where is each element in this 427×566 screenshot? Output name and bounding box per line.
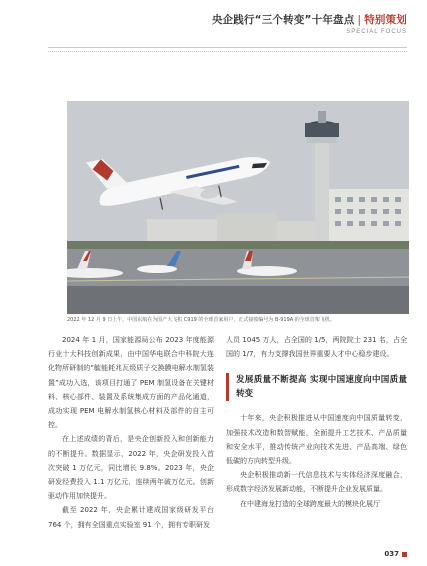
page-number [384,550,407,558]
airport-photo [67,101,409,314]
paragraph: 央企积极推动新一代信息技术与实体经济深度融合，形成数字经济发展新动能，不断提升企业发展质量。 [226,471,407,494]
section-heading: 发展质量不断提高 实现中国速度向中国质量转变 [226,373,407,401]
paragraph: 截至 2022 年，央企累计建成国家级研发平台 764 个，拥有全国重点实验室 91 个，拥有专职研发 [48,506,214,529]
page-header [0,0,427,50]
header-title-block [212,12,407,35]
header-separator: | [357,14,362,26]
header-dotted-rule [48,51,407,52]
photo-caption: 2022 年 12 月 9 日上午，中国东航在为国产大飞机 C919 的全球首家用户，正式接收编号为 B-919A 的全球首架飞机。 [67,317,335,323]
airport-illustration [67,101,409,314]
page-number-text: 037 [384,550,399,558]
paragraph: 十年来，央企积极推进从中国速度向中国质量转变，加强技术改造和数智赋能，全面提升工艺技术、产品质量和安全水平，推动传统产业向技术先进、产品高端、绿色低碳的方向转型升级。 [226,414,407,466]
paragraph: 2024 年 1 月，国家能源局公布 2023 年度能源行业十大科技创新成果，由中国华电联合中科院大连化物所研制的“毓能耗兆瓦级质子交换膜电解水制氢装置”成功入选，该项目打通了 PEM 制氢设备在关键材料、核心部件、装置及系统集成方面的产品化通道，成功实现 PEM 电解水制氢核心材料及部件的自主可控。 [48,336,214,430]
section-label: 特别策划 [364,14,407,26]
right-text-column [226,333,407,511]
magazine-column-title: 央企践行“三个转变”十年盘点 [211,14,355,26]
header-rule [48,47,407,48]
paragraph: 在上述成绩的背后，是央企创新投入和创新能力的不断提升。数据显示，2022 年，央企研发投入首次突破 1 万亿元，同比增长 9.8%。2023 年，央企研发经费投入 1.1 万亿元，连续两年破万亿元。创新驱动作用加快提升。 [48,435,214,501]
left-text-column [48,333,214,532]
section-subtitle: SPECIAL FOCUS [346,29,407,35]
paragraph: 在中建海龙打造的全球跨度最大的模块化展厅 [240,499,380,508]
page-marker-square [402,552,407,557]
paragraph-continued: 人员 1045 万人，占全国的 1/5，两院院士 231 名，占全国的 1/7，有力支撑我国世界重要人才中心稳步建设。 [226,336,407,359]
header-title-line [212,12,407,27]
